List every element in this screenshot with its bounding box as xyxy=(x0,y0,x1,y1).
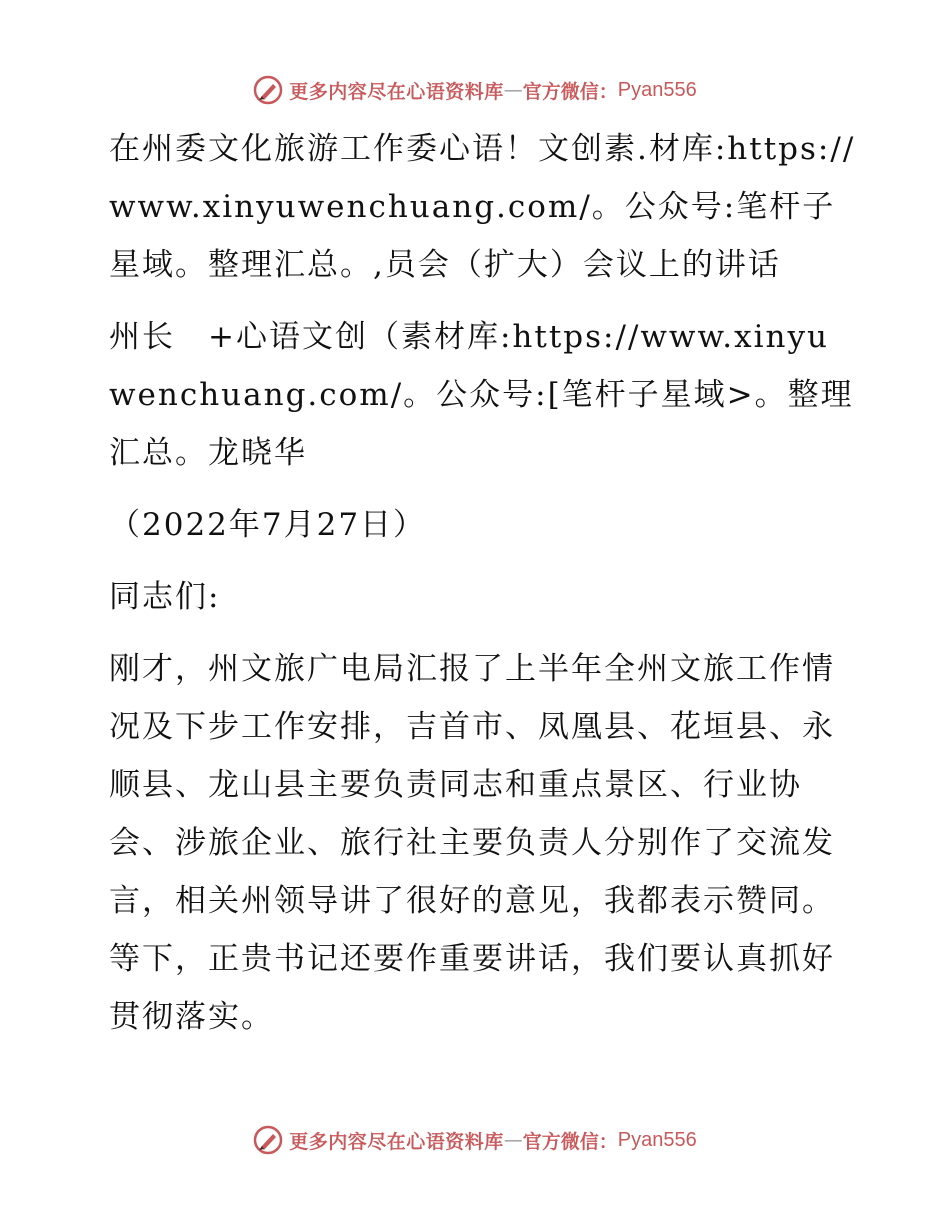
pen-logo-icon xyxy=(253,75,283,105)
watermark-dash: — xyxy=(503,79,523,101)
watermark-wechat-label: 官方微信： xyxy=(522,1130,618,1153)
speaker-line: 州长 +心语文创（素材库:https://www.xinyuwenchuang.com/。公众号:[笔杆子星域>。整理汇总。龙晓华 xyxy=(109,319,854,471)
document-title: 在州委文化旅游工作委心语！文创素.材库:https://www.xinyuwenchuang.com/。公众号:笔杆子星域。整理汇总。,员会（扩大）会议上的讲话 xyxy=(109,131,856,283)
watermark-handle: Pyan556 xyxy=(617,1128,697,1151)
watermark-wechat-label: 官方微信： xyxy=(522,80,618,103)
watermark-banner-bottom xyxy=(0,1120,950,1160)
speech-date: （2022年7月27日） xyxy=(109,507,427,543)
pen-logo-icon xyxy=(253,1125,283,1155)
watermark-promo-text: 更多内容尽在心语资料库 xyxy=(289,1130,504,1153)
watermark-promo-text: 更多内容尽在心语资料库 xyxy=(289,80,504,103)
watermark-handle: Pyan556 xyxy=(617,78,697,101)
watermark-dash: — xyxy=(503,1129,523,1151)
salutation: 同志们: xyxy=(109,579,221,615)
body-paragraph: 刚才，州文旅广电局汇报了上半年全州文旅工作情况及下步工作安排，吉首市、凤凰县、花垣县、永顺县、龙山县主要负责同志和重点景区、行业协会、涉旅企业、旅行社主要负责人分别作了交流发言，相关州领导讲了很好的意见，我都表示赞同。等下，正贵书记还要作重要讲话，我们要认真抓好贯彻落实。 xyxy=(109,651,835,1035)
watermark-banner-top xyxy=(0,70,950,110)
document-body xyxy=(97,120,857,1050)
